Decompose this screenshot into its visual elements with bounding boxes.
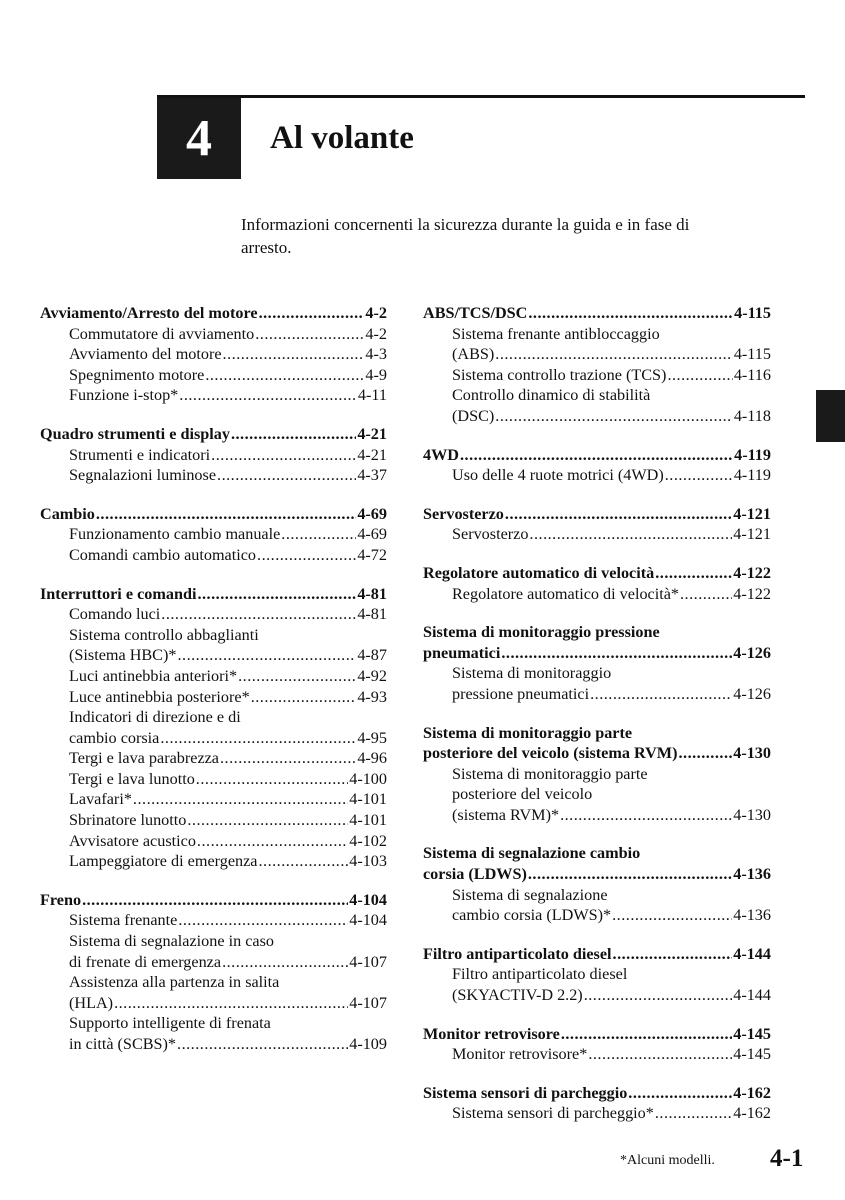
toc-subentry-text: Commutatore di avviamento — [69, 324, 255, 343]
toc-section-heading[interactable] — [423, 723, 771, 744]
toc-subentry-page: 4-11 — [357, 386, 387, 405]
dot-leader — [114, 993, 348, 1014]
dot-leader — [196, 769, 348, 790]
dot-leader — [560, 805, 732, 826]
toc-section-heading-page: 4-130 — [733, 744, 771, 763]
toc-section-heading-page: 4-162 — [733, 1083, 771, 1102]
toc-subentry-text: Luci antinebbia anteriori* — [69, 666, 238, 685]
dot-leader — [251, 687, 357, 708]
toc-subentry-page: 4-92 — [357, 666, 387, 685]
toc-subentry-text: Segnalazioni luminose — [69, 466, 217, 485]
toc-subentry-page: 4-96 — [357, 749, 387, 768]
toc-subentry-page: 4-122 — [733, 584, 771, 603]
toc-section-heading-page: 4-122 — [733, 563, 771, 582]
toc-subentry-text: Monitor retrovisore* — [452, 1045, 588, 1064]
dot-leader — [222, 952, 348, 973]
toc-subentry-page: 4-95 — [357, 728, 387, 747]
toc-subentry-page: 4-119 — [733, 466, 771, 485]
dot-leader — [187, 810, 348, 831]
toc-subentry-text: Comandi cambio automatico — [69, 545, 257, 564]
toc-section-heading-text: 4WD — [423, 445, 459, 464]
toc-subentry[interactable] — [40, 1034, 387, 1055]
dot-leader — [501, 643, 732, 664]
toc-subentry-text: Funzione i-stop* — [69, 386, 179, 405]
toc-subentry-page: 4-100 — [349, 769, 387, 788]
toc-subentry-text: Supporto intelligente di frenata — [69, 1014, 271, 1033]
toc-subentry-text: cambio corsia (LDWS)* — [452, 906, 612, 925]
chapter-title: Al volante — [270, 120, 414, 156]
toc-section-heading[interactable] — [423, 643, 771, 664]
toc-subentry-text: Sistema di monitoraggio — [452, 664, 612, 683]
toc-subentry-text: Sistema frenante — [69, 911, 178, 930]
dot-leader — [281, 524, 356, 545]
toc-subentry-page: 4-109 — [349, 1035, 387, 1053]
toc-subentry-text: (sistema RVM)* — [452, 805, 560, 824]
toc-section-heading-page: 4-2 — [365, 304, 387, 322]
toc-subentry[interactable] — [423, 365, 771, 386]
dot-leader — [495, 406, 733, 427]
toc-subentry[interactable] — [40, 524, 387, 545]
toc-section-heading[interactable] — [423, 303, 771, 324]
toc-section — [423, 622, 771, 704]
toc-section — [423, 1024, 771, 1065]
toc-subentry-text: Comando luci — [69, 605, 161, 624]
dot-leader — [223, 344, 365, 365]
toc-subentry[interactable] — [423, 1103, 771, 1124]
toc-subentry[interactable] — [423, 524, 771, 545]
toc-section-heading-page: 4-121 — [733, 504, 771, 523]
dot-leader — [257, 545, 356, 566]
dot-leader — [678, 743, 732, 764]
dot-leader — [197, 831, 348, 852]
toc-subentry-text: Luce antinebbia posteriore* — [69, 687, 250, 706]
toc-subentry-text: Regolatore automatico di velocità* — [452, 584, 679, 603]
toc-subentry[interactable] — [40, 1013, 387, 1034]
toc-subentry-page: 4-87 — [357, 646, 387, 665]
toc-section-heading-page: 4-104 — [349, 890, 387, 909]
dot-leader — [179, 385, 357, 406]
toc-subentry-page: 4-9 — [365, 365, 387, 384]
toc-section — [423, 303, 771, 427]
toc-section-heading[interactable] — [423, 1083, 771, 1104]
dot-leader — [161, 604, 356, 625]
chapter-number-box — [157, 98, 241, 179]
dot-leader — [211, 445, 356, 466]
toc-section-heading-text: Monitor retrovisore — [423, 1024, 560, 1043]
toc-section-heading-page: 4-136 — [733, 865, 771, 884]
toc-subentry-page: 4-107 — [349, 952, 387, 971]
toc-section-heading[interactable] — [423, 1024, 771, 1045]
toc-section-heading-text: corsia (LDWS) — [423, 865, 527, 884]
dot-leader — [612, 905, 732, 926]
toc-subentry-page: 4-72 — [357, 545, 387, 564]
toc-subentry-page: 4-145 — [733, 1045, 771, 1064]
toc-subentry-text: Assistenza alla partenza in salita — [69, 973, 280, 992]
toc-subentry[interactable] — [40, 344, 387, 365]
toc-subentry[interactable] — [40, 625, 387, 646]
toc-subentry[interactable] — [423, 784, 771, 805]
chapter-number: 4 — [186, 109, 212, 167]
toc-section-heading[interactable] — [423, 504, 771, 525]
toc-section-heading[interactable] — [40, 890, 387, 911]
toc-subentry[interactable] — [40, 445, 387, 466]
dot-leader — [259, 303, 365, 324]
toc-subentry[interactable] — [423, 764, 771, 785]
toc-subentry-text: Uso delle 4 ruote motrici (4WD) — [452, 466, 664, 485]
toc-section-heading-text: pneumatici — [423, 643, 501, 662]
footnote: *Alcuni modelli. — [620, 1153, 715, 1168]
toc-section-heading-text: Avviamento/Arresto del motore — [40, 304, 258, 322]
dot-leader — [655, 1103, 732, 1124]
toc-subentry-page: 4-104 — [349, 911, 387, 930]
toc-subentry-page: 4-2 — [365, 324, 387, 343]
toc-section-heading-text: Sistema di monitoraggio pressione — [423, 623, 660, 642]
toc-subentry-text: Spegnimento motore — [69, 365, 205, 384]
toc-subentry[interactable] — [423, 1044, 771, 1065]
dot-leader — [231, 424, 356, 445]
dot-leader — [590, 684, 732, 705]
dot-leader — [460, 445, 733, 466]
toc-subentry[interactable] — [40, 851, 387, 872]
toc-subentry[interactable] — [423, 344, 771, 365]
toc-subentry-page: 4-136 — [733, 906, 771, 925]
toc-section — [423, 563, 771, 604]
toc-section-heading[interactable] — [423, 445, 771, 466]
dot-leader — [588, 1044, 732, 1065]
toc-section-heading[interactable] — [423, 743, 771, 764]
toc-section-heading-page: 4-145 — [733, 1024, 771, 1043]
toc-subentry-page: 4-3 — [365, 345, 387, 364]
toc-subentry-text: (Sistema HBC)* — [69, 646, 177, 665]
toc-subentry-page: 4-130 — [733, 805, 771, 824]
toc-subentry-page: 4-115 — [733, 345, 771, 364]
toc-subentry[interactable] — [423, 385, 771, 406]
toc-subentry-text: in città (SCBS)* — [69, 1035, 177, 1053]
dot-leader — [220, 748, 356, 769]
toc-subentry[interactable] — [423, 885, 771, 906]
toc-subentry-text: Filtro antiparticolato diesel — [452, 965, 628, 984]
toc-section-heading[interactable] — [40, 424, 387, 445]
toc-subentry-page: 4-69 — [357, 525, 387, 544]
dot-leader — [680, 584, 732, 605]
toc-subentry[interactable] — [40, 810, 387, 831]
toc-subentry-page: 4-101 — [349, 811, 387, 830]
toc-section-heading-text: Sistema di segnalazione cambio — [423, 844, 641, 863]
toc-subentry[interactable] — [40, 545, 387, 566]
chapter-intro: Informazioni concernenti la sicurezza durante la guida e in fase di arresto. — [241, 215, 690, 257]
toc-subentry[interactable] — [40, 645, 387, 666]
toc-subentry-text: Funzionamento cambio manuale — [69, 525, 281, 544]
toc-section-heading-page: 4-81 — [357, 584, 387, 603]
toc-subentry[interactable] — [40, 687, 387, 708]
toc-subentry-page: 4-81 — [357, 605, 387, 624]
toc-subentry-text: Sistema di segnalazione in caso — [69, 932, 274, 951]
dot-leader — [258, 851, 348, 872]
toc-subentry[interactable] — [40, 972, 387, 993]
toc-section-heading[interactable] — [423, 944, 771, 965]
toc-section — [40, 504, 387, 566]
toc-section — [40, 424, 387, 486]
dot-leader — [655, 563, 732, 584]
toc-section-heading-page: 4-69 — [357, 504, 387, 523]
toc-section — [423, 843, 771, 925]
toc-subentry-text: (ABS) — [452, 345, 495, 364]
toc-section-heading-text: Sistema di monitoraggio parte — [423, 723, 633, 742]
toc-subentry-text: Sistema frenante antibloccaggio — [452, 324, 660, 343]
toc-subentry[interactable] — [40, 385, 387, 406]
toc-section-heading[interactable] — [40, 303, 387, 324]
toc-section-heading-text: Freno — [40, 890, 82, 909]
toc-section-heading-text: posteriore del veicolo (sistema RVM) — [423, 744, 678, 763]
toc-section-heading-text: Interruttori e comandi — [40, 584, 197, 603]
toc-subentry[interactable] — [40, 324, 387, 345]
toc-subentry[interactable] — [423, 465, 771, 486]
toc-subentry[interactable] — [423, 964, 771, 985]
dot-leader — [205, 365, 364, 386]
toc-subentry[interactable] — [40, 831, 387, 852]
toc-subentry-text: Sistema di monitoraggio parte — [452, 764, 648, 783]
toc-subentry[interactable] — [423, 684, 771, 705]
toc-subentry-text: Sistema di segnalazione — [452, 885, 608, 904]
dot-leader — [667, 365, 732, 386]
dot-leader — [529, 524, 732, 545]
toc-section-heading[interactable] — [423, 563, 771, 584]
dot-leader — [584, 985, 733, 1006]
toc-subentry[interactable] — [40, 931, 387, 952]
toc-subentry-page: 4-101 — [349, 790, 387, 809]
toc-subentry-text: Tergi e lava parabrezza — [69, 749, 219, 768]
toc-section-heading-text: Filtro antiparticolato diesel — [423, 944, 612, 963]
toc-subentry-text: Indicatori di direzione e di — [69, 708, 241, 727]
toc-subentry[interactable] — [40, 365, 387, 386]
top-rule — [157, 95, 805, 98]
toc-subentry[interactable] — [423, 406, 771, 427]
toc-section — [423, 504, 771, 545]
toc-subentry[interactable] — [40, 465, 387, 486]
toc-section-heading-text: Servosterzo — [423, 504, 504, 523]
dot-leader — [255, 324, 364, 345]
toc-left-column — [40, 303, 387, 1073]
toc-subentry-page: 4-126 — [733, 684, 771, 703]
toc-subentry-text: Strumenti e indicatori — [69, 445, 211, 464]
toc-subentry[interactable] — [423, 805, 771, 826]
dot-leader — [160, 728, 356, 749]
dot-leader — [177, 1034, 348, 1055]
toc-subentry-text: Sistema controllo trazione (TCS) — [452, 365, 667, 384]
toc-subentry-text: (HLA) — [69, 993, 114, 1012]
toc-subentry-page: 4-144 — [733, 986, 771, 1005]
chapter-side-tab — [816, 390, 845, 442]
dot-leader — [82, 890, 348, 911]
toc-subentry-page: 4-121 — [733, 525, 771, 544]
toc-section-heading-page: 4-21 — [357, 424, 387, 443]
dot-leader — [665, 465, 733, 486]
toc-subentry-text: Sistema controllo abbaglianti — [69, 625, 259, 644]
toc-section-heading-page: 4-115 — [734, 304, 771, 322]
toc-section-heading-text: ABS/TCS/DSC — [423, 304, 528, 322]
toc-section-heading[interactable] — [40, 584, 387, 605]
toc-subentry-text: posteriore del veicolo — [452, 785, 593, 804]
toc-section-heading-page: 4-119 — [734, 445, 771, 464]
toc-subentry-text: Lavafari* — [69, 790, 132, 809]
toc-subentry[interactable] — [423, 584, 771, 605]
toc-section — [40, 303, 387, 406]
toc-subentry-page: 4-107 — [349, 993, 387, 1012]
toc-subentry[interactable] — [40, 707, 387, 728]
toc-subentry-text: Sistema sensori di parcheggio* — [452, 1104, 654, 1123]
toc-subentry-page: 4-118 — [733, 406, 771, 425]
dot-leader — [197, 584, 356, 605]
toc-section-heading-text: Cambio — [40, 504, 95, 523]
toc-section — [40, 584, 387, 872]
toc-subentry-text: Lampeggiatore di emergenza — [69, 852, 258, 871]
toc-subentry[interactable] — [423, 663, 771, 684]
toc-section — [40, 890, 387, 1055]
toc-section — [423, 944, 771, 1006]
toc-right-column — [423, 303, 771, 1142]
dot-leader — [178, 910, 348, 931]
toc-subentry[interactable] — [40, 728, 387, 749]
dot-leader — [217, 465, 356, 486]
toc-subentry-text: Servosterzo — [452, 525, 529, 544]
dot-leader — [133, 789, 348, 810]
toc-subentry-text: Tergi e lava lunotto — [69, 769, 195, 788]
toc-subentry[interactable] — [40, 910, 387, 931]
toc-section-heading-page: 4-144 — [733, 944, 771, 963]
toc-subentry-text: (DSC) — [452, 406, 495, 425]
toc-subentry-page: 4-162 — [733, 1104, 771, 1123]
dot-leader — [495, 344, 733, 365]
dot-leader — [528, 864, 732, 885]
toc-subentry-page: 4-21 — [357, 445, 387, 464]
toc-section-heading[interactable] — [423, 843, 771, 864]
toc-subentry[interactable] — [40, 769, 387, 790]
toc-section — [423, 1083, 771, 1124]
toc-section-heading[interactable] — [40, 504, 387, 525]
toc-subentry[interactable] — [40, 604, 387, 625]
dot-leader — [177, 645, 356, 666]
toc-subentry-text: pressione pneumatici — [452, 684, 590, 703]
toc-subentry-page: 4-93 — [357, 687, 387, 706]
toc-subentry-text: cambio corsia — [69, 728, 160, 747]
toc-subentry[interactable] — [423, 905, 771, 926]
toc-subentry-page: 4-37 — [357, 466, 387, 485]
toc-subentry-text: Avviamento del motore — [69, 345, 222, 364]
toc-subentry[interactable] — [40, 666, 387, 687]
dot-leader — [528, 303, 733, 324]
toc-section — [423, 723, 771, 826]
toc-subentry[interactable] — [40, 748, 387, 769]
dot-leader — [628, 1083, 732, 1104]
toc-section-heading-text: Quadro strumenti e display — [40, 424, 230, 443]
page-number: 4-1 — [770, 1145, 804, 1172]
toc-section-heading[interactable] — [423, 622, 771, 643]
dot-leader — [561, 1024, 732, 1045]
toc-subentry[interactable] — [40, 993, 387, 1014]
toc-subentry-text: (SKYACTIV-D 2.2) — [452, 986, 583, 1005]
toc-subentry[interactable] — [423, 324, 771, 345]
toc-subentry-text: di frenate di emergenza — [69, 952, 222, 971]
toc-subentry[interactable] — [40, 952, 387, 973]
dot-leader — [238, 666, 356, 687]
toc-subentry-page: 4-102 — [349, 831, 387, 850]
toc-subentry-text: Avvisatore acustico — [69, 831, 196, 850]
toc-section-heading-text: Sistema sensori di parcheggio — [423, 1083, 628, 1102]
toc-subentry[interactable] — [423, 985, 771, 1006]
toc-subentry-page: 4-103 — [349, 852, 387, 871]
toc-section-heading[interactable] — [423, 864, 771, 885]
toc-subentry-page: 4-116 — [733, 365, 771, 384]
toc-section-heading-text: Regolatore automatico di velocità — [423, 563, 655, 582]
toc-section-heading-page: 4-126 — [733, 643, 771, 662]
toc-section — [423, 445, 771, 486]
dot-leader — [96, 504, 356, 525]
toc-subentry-text: Controllo dinamico di stabilità — [452, 386, 651, 405]
toc-subentry-text: Sbrinatore lunotto — [69, 811, 187, 830]
dot-leader — [613, 944, 733, 965]
toc-subentry[interactable] — [40, 789, 387, 810]
dot-leader — [505, 504, 732, 525]
